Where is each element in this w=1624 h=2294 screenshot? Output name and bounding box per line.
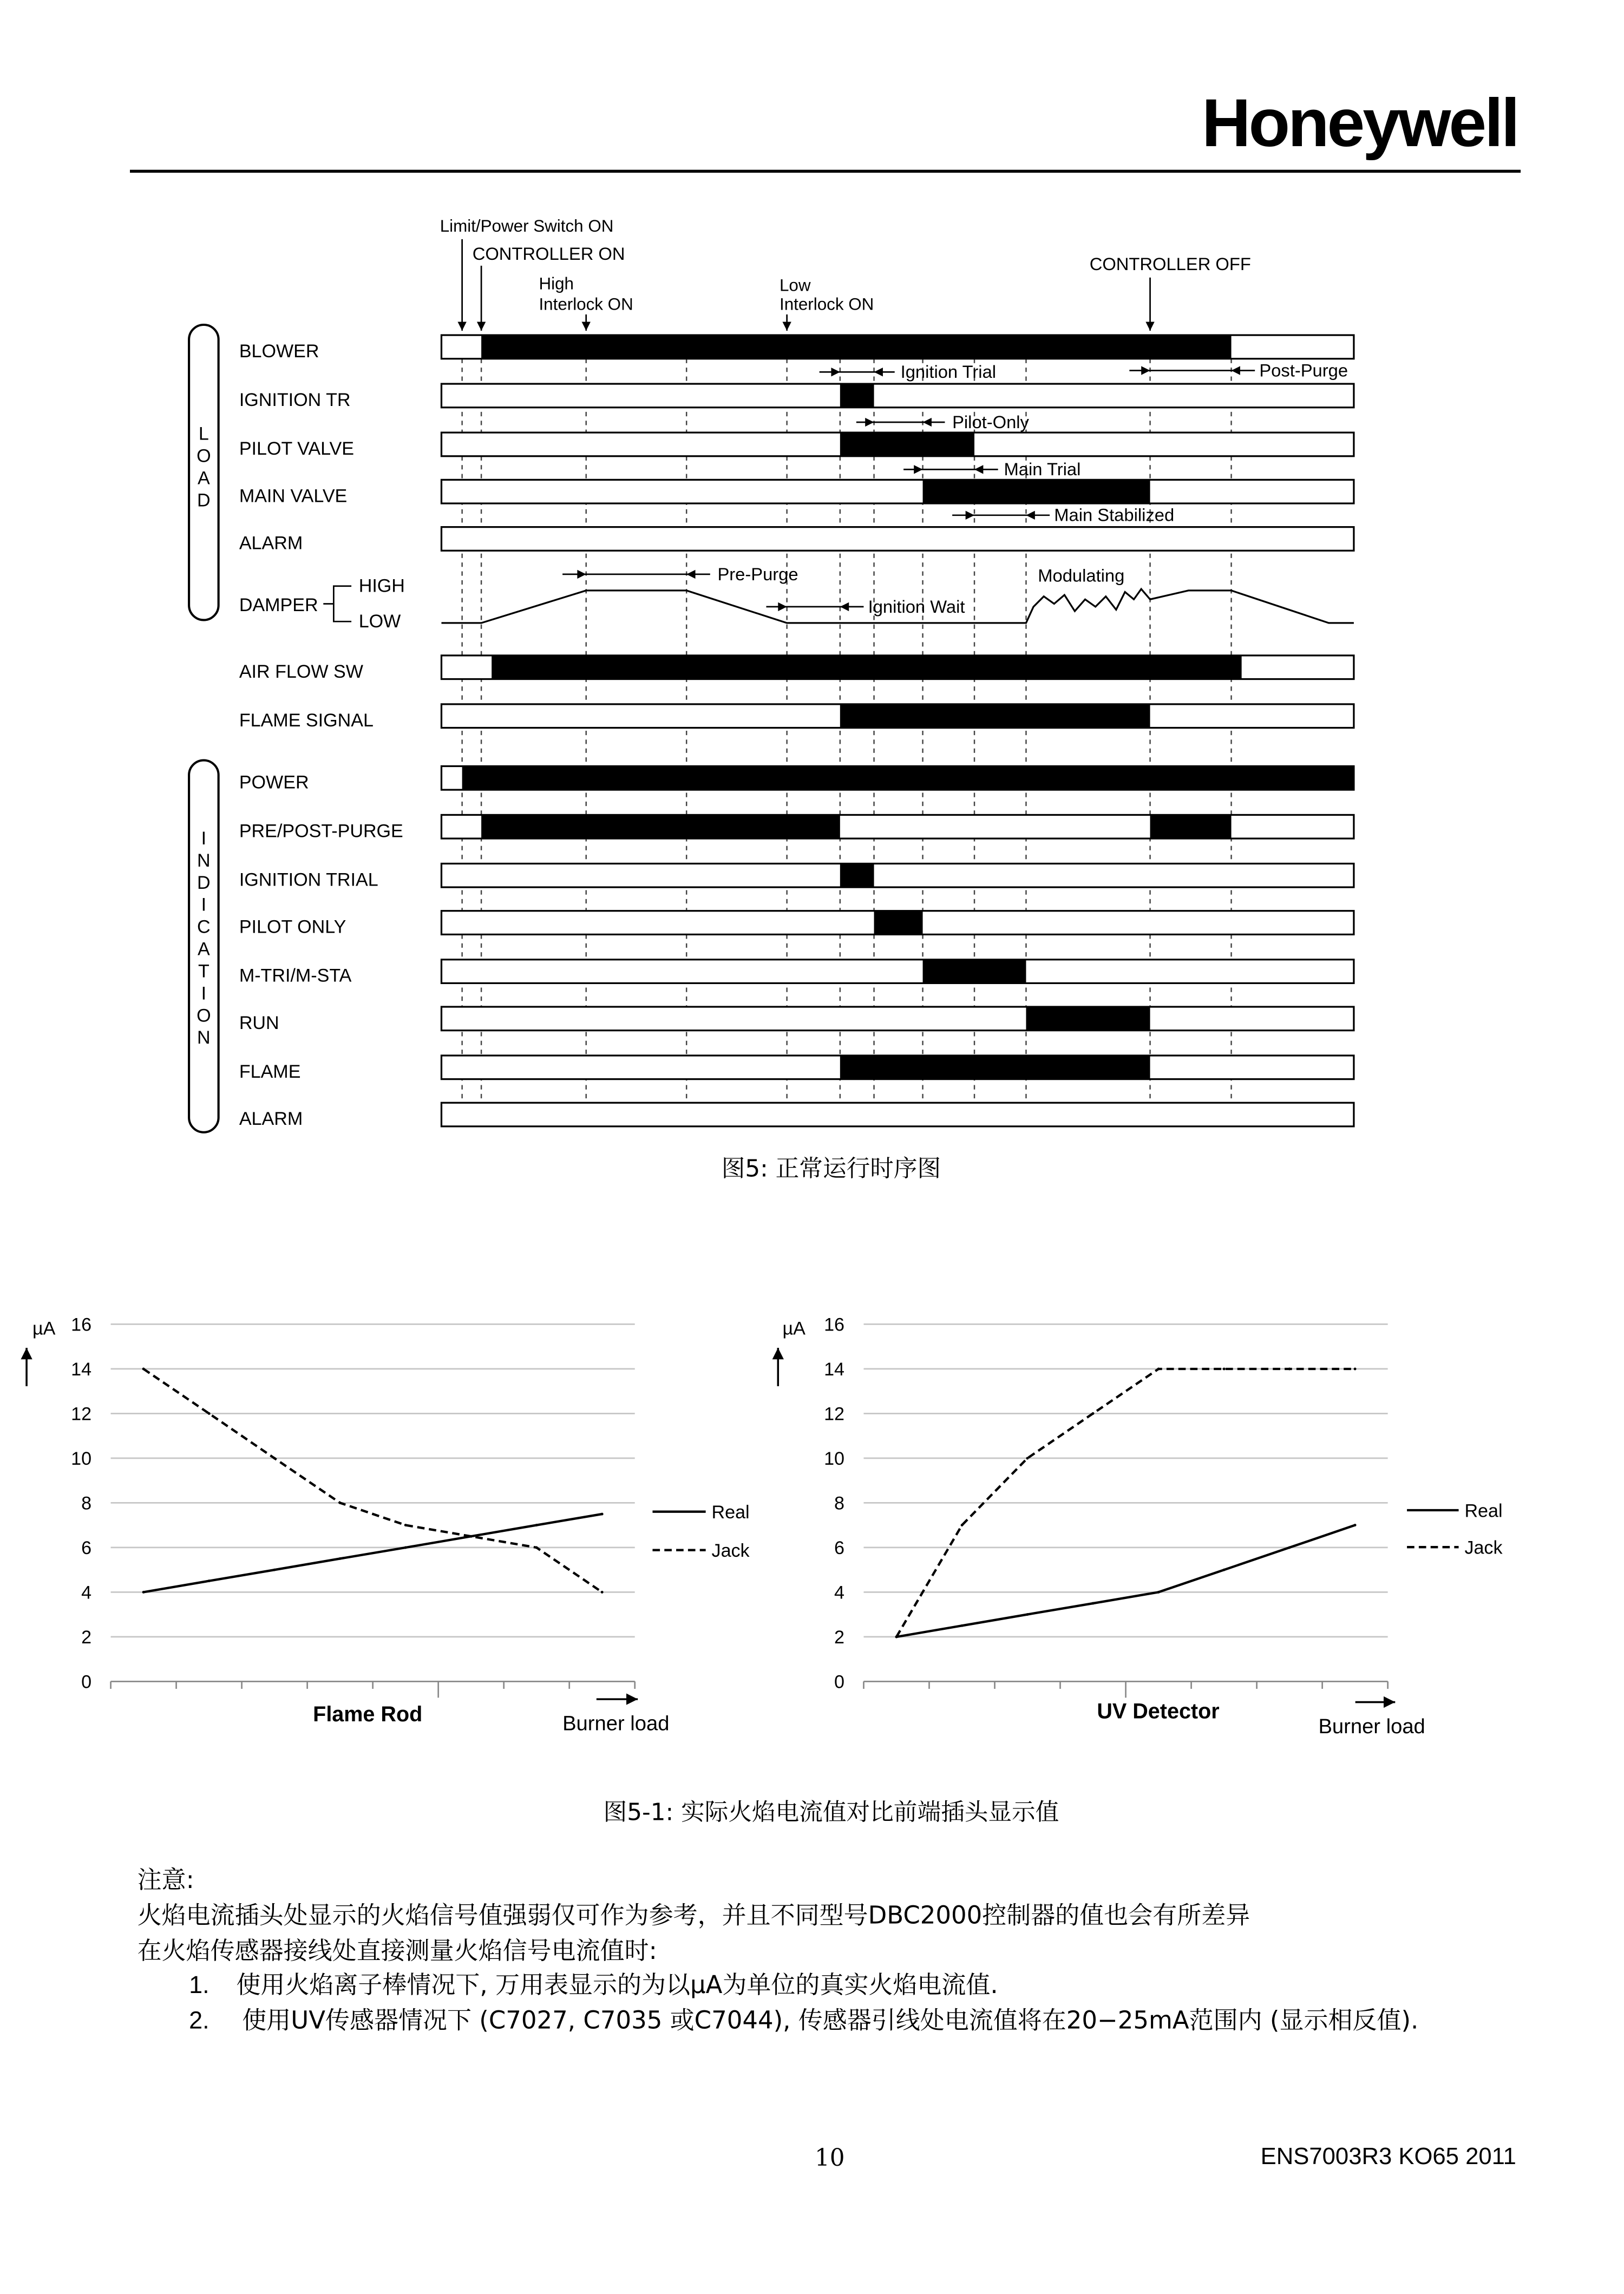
row-bar-alarm: [441, 527, 1353, 551]
row-label-pre-post-purge: PRE/POST-PURGE: [239, 821, 403, 842]
data-point-jack: [601, 1591, 604, 1594]
load-group-label: [197, 424, 211, 511]
series-line-jack: [143, 1369, 602, 1592]
note-item-text: 使用火焰离子棒情况下, 万用表显示的为以µA为单位的真实火焰电流值.: [236, 1970, 998, 1999]
data-point-jack: [142, 1368, 145, 1371]
main-stabilized-annotation: [952, 505, 1174, 525]
y-tick-label: 6: [834, 1538, 844, 1559]
timing-diagram: [189, 217, 1354, 1132]
controller-off-label: CONTROLLER OFF: [1089, 254, 1251, 274]
data-point-real: [1354, 1524, 1357, 1526]
ignition-trial-label: Ignition Trial: [900, 362, 997, 382]
controller-on-label: CONTROLLER ON: [472, 243, 625, 264]
y-tick-label: 12: [71, 1404, 92, 1425]
data-point-real: [142, 1591, 145, 1594]
post-purge-annotation: [1129, 360, 1348, 380]
data-point-jack: [961, 1524, 964, 1526]
data-point-jack: [339, 1502, 342, 1504]
data-point-real: [961, 1624, 964, 1627]
row-bar-alarm: [441, 1103, 1353, 1126]
data-point-jack: [1092, 1412, 1095, 1415]
data-point-real: [1223, 1569, 1226, 1571]
y-tick-label: 4: [834, 1582, 844, 1603]
row-label-m-tri-m-sta: M-TRI/M-STA: [239, 965, 352, 986]
y-tick-label: 2: [81, 1627, 92, 1648]
high-interlock-label-line1: High: [539, 274, 574, 293]
y-tick-label: 10: [71, 1449, 92, 1470]
y-tick-label: 2: [834, 1627, 844, 1648]
damper-low-label: LOW: [358, 611, 401, 632]
low-interlock-label-line2: Interlock ON: [779, 294, 874, 314]
group-label-letter: O: [197, 1005, 211, 1026]
timing-diagram-caption: 图5: 正常运行时序图: [721, 1154, 941, 1183]
row-active-segment-flame-signal: [840, 704, 1150, 728]
notes-line-2: 在火焰传感器接线处直接测量火焰信号电流值时:: [137, 1937, 657, 1965]
document-id: ENS7003R3 KO65 2011: [1260, 2145, 1516, 2171]
group-label-letter: I: [201, 894, 207, 915]
group-label-letter: D: [197, 490, 211, 511]
y-tick-label: 8: [81, 1493, 92, 1514]
legend-label-jack: Jack: [711, 1540, 750, 1561]
pre-purge-annotation: [562, 564, 798, 584]
row-active-segment-blower: [481, 335, 1231, 359]
row-label-blower: BLOWER: [239, 340, 319, 362]
arrowhead: [778, 602, 787, 611]
row-label-alarm: ALARM: [239, 1109, 303, 1130]
group-label-letter: C: [197, 916, 211, 938]
y-tick-label: 10: [824, 1449, 844, 1470]
data-point-real: [1157, 1591, 1160, 1594]
row-label-run: RUN: [239, 1012, 279, 1033]
group-label-letter: N: [197, 1027, 211, 1048]
x-axis-label: Burner load: [562, 1712, 670, 1735]
data-point-jack: [895, 1636, 898, 1638]
row-active-segment-flame: [840, 1056, 1150, 1079]
low-interlock-label-line1: Low: [779, 276, 811, 295]
group-label-letter: I: [201, 983, 207, 1004]
y-tick-label: 6: [81, 1538, 92, 1559]
y-tick-label: 4: [81, 1582, 92, 1603]
data-point-jack: [1157, 1368, 1160, 1371]
arrowhead: [831, 368, 840, 376]
data-point-jack: [208, 1412, 211, 1415]
y-tick-label: 16: [71, 1314, 92, 1335]
y-tick-label: 0: [81, 1672, 92, 1693]
row-label-pilot-valve: PILOT VALVE: [239, 438, 354, 459]
main-trial-label: Main Trial: [1004, 459, 1081, 480]
post-purge-label: Post-Purge: [1259, 360, 1348, 381]
y-tick-label: 8: [834, 1493, 844, 1514]
y-tick-label: 16: [824, 1314, 844, 1335]
row-label-air-flow-sw: AIR FLOW SW: [239, 661, 363, 682]
damper-bracket: [323, 586, 351, 621]
row-bar-ignition-trial: [441, 863, 1353, 887]
data-point-jack: [535, 1546, 538, 1549]
row-bar-ignition-tr: [441, 384, 1353, 408]
arrowhead: [923, 418, 932, 427]
arrowhead: [974, 465, 983, 474]
row-bar-main-valve: [441, 480, 1353, 503]
row-label-ignition-tr: IGNITION TR: [239, 389, 351, 410]
arrowhead: [914, 465, 922, 474]
group-label-letter: A: [197, 939, 210, 960]
row-active-segment-power: [462, 766, 1354, 790]
honeywell-logo: Honeywell: [1201, 84, 1518, 161]
damper-high-label: HIGH: [358, 575, 405, 597]
ignition-wait-annotation: [766, 597, 965, 617]
group-label-letter: N: [197, 850, 211, 871]
row-bar-m-tri-m-sta: [441, 960, 1353, 984]
data-point-jack: [470, 1535, 473, 1538]
data-point-real: [273, 1569, 276, 1571]
row-label-pilot-only: PILOT ONLY: [239, 916, 346, 938]
data-point-real: [1288, 1546, 1291, 1549]
limit-power-switch-on-label: Limit/Power Switch ON: [440, 217, 614, 236]
pilot-only-label: Pilot-Only: [952, 411, 1029, 432]
arrowhead: [686, 570, 695, 579]
legend-label-jack: Jack: [1464, 1537, 1503, 1558]
uv-detector-chart: [778, 1315, 1503, 1738]
data-point-real: [601, 1513, 604, 1516]
row-label-alarm: ALARM: [239, 533, 303, 554]
group-label-letter: L: [198, 423, 209, 444]
x-axis-label: Burner load: [1318, 1714, 1425, 1738]
data-point-real: [339, 1557, 342, 1560]
row-label-power: POWER: [239, 772, 309, 793]
y-axis-label: µA: [32, 1318, 56, 1339]
data-point-jack: [404, 1524, 407, 1526]
row-active-segment-run: [1026, 1007, 1150, 1031]
arrowhead: [1232, 366, 1240, 375]
main-stabilized-label: Main Stabilized: [1054, 504, 1175, 525]
flame-rod-chart: [27, 1315, 750, 1735]
indication-group-label: [197, 828, 211, 1048]
series-line-real: [896, 1525, 1355, 1637]
group-label-letter: T: [198, 961, 209, 982]
row-bar-run: [441, 1007, 1353, 1031]
data-point-real: [208, 1579, 211, 1582]
y-axis-label: µA: [782, 1318, 806, 1339]
row-label-flame: FLAME: [239, 1061, 301, 1082]
arrowhead: [1026, 511, 1034, 520]
ignition-wait-label: Ignition Wait: [868, 596, 965, 617]
row-active-segment-ignition-trial: [840, 863, 874, 887]
page-number: 10: [814, 2143, 845, 2172]
arrowhead: [840, 602, 849, 611]
note-item-number: 2.: [189, 2008, 209, 2035]
row-label-ignition-trial: IGNITION TRIAL: [239, 869, 378, 890]
legend-label-real: Real: [1464, 1500, 1503, 1522]
row-active-segment-pre-post-purge: [1150, 815, 1232, 838]
y-tick-label: 14: [71, 1359, 92, 1380]
note-item-text: 使用UV传感器情况下 (C7027, C7035 或C7044), 传感器引线处电流值将在20−25mA范围内 (显示相反值).: [242, 2006, 1419, 2035]
row-active-segment-ignition-tr: [840, 384, 874, 408]
main-trial-annotation: [903, 459, 1081, 479]
row-active-segment-pilot-only: [874, 911, 923, 935]
data-point-real: [1026, 1613, 1029, 1616]
row-active-segment-pre-post-purge: [481, 815, 840, 838]
row-label-damper: DAMPER: [239, 595, 318, 616]
modulating-label: Modulating: [1038, 565, 1125, 586]
timing-rows: [239, 335, 1354, 1129]
group-label-letter: I: [201, 828, 207, 849]
arrowhead: [874, 368, 883, 376]
note-item-number: 1.: [189, 1972, 209, 1999]
chart-title: UV Detector: [1097, 1699, 1220, 1723]
data-point-real: [1092, 1602, 1095, 1605]
ignition-trial-annotation: [820, 362, 996, 382]
chart-title: Flame Rod: [313, 1702, 423, 1726]
data-point-jack: [1026, 1457, 1029, 1460]
data-point-jack: [1354, 1368, 1357, 1371]
data-point-jack: [1288, 1368, 1291, 1371]
row-active-segment-m-tri-m-sta: [923, 960, 1026, 984]
data-point-jack: [273, 1457, 276, 1460]
row-active-segment-main-valve: [923, 480, 1150, 503]
data-point-jack: [1223, 1368, 1226, 1371]
arrowhead: [577, 570, 586, 579]
row-active-segment-pilot-valve: [840, 432, 974, 456]
pre-purge-label: Pre-Purge: [717, 563, 798, 584]
arrowhead: [865, 418, 874, 427]
arrowhead: [1141, 366, 1150, 375]
data-point-real: [535, 1524, 538, 1526]
data-point-real: [404, 1546, 407, 1549]
charts-caption: 图5-1: 实际火焰电流值对比前端插头显示值: [603, 1798, 1059, 1826]
group-label-letter: A: [197, 468, 210, 489]
row-active-segment-air-flow-sw: [492, 656, 1241, 679]
y-tick-label: 0: [834, 1672, 844, 1693]
notes-heading: 注意:: [137, 1866, 194, 1895]
group-label-letter: D: [197, 872, 211, 893]
row-label-flame-signal: FLAME SIGNAL: [239, 710, 374, 731]
legend-label-real: Real: [711, 1502, 750, 1523]
y-tick-label: 12: [824, 1404, 844, 1425]
group-label-letter: O: [197, 445, 211, 467]
series-line-real: [143, 1514, 602, 1592]
y-tick-label: 14: [824, 1359, 844, 1380]
pilot-only-annotation: [856, 412, 1030, 432]
notes-line-1: 火焰电流插头处显示的火焰信号值强弱仅可作为参考，并且不同型号DBC2000控制器的值也会有所差异: [137, 1901, 1250, 1930]
high-interlock-label-line2: Interlock ON: [539, 294, 633, 314]
arrowhead: [966, 511, 974, 520]
row-label-main-valve: MAIN VALVE: [239, 486, 348, 507]
